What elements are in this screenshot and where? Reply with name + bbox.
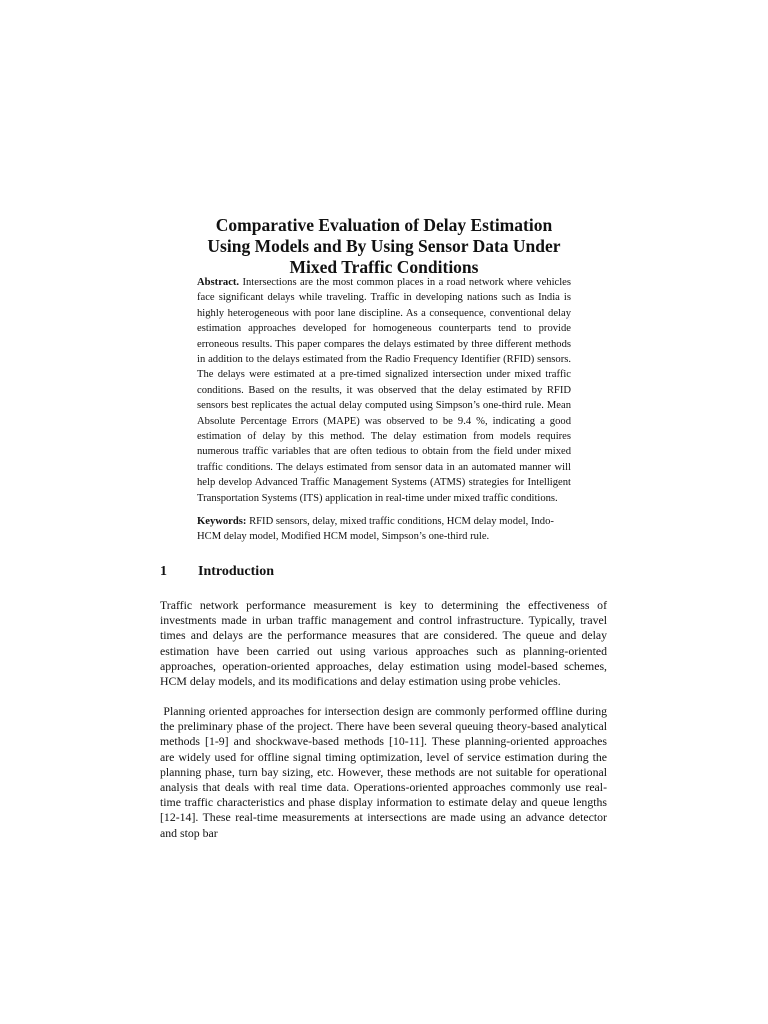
abstract (197, 275, 571, 506)
paper-title (160, 215, 608, 278)
abstract-label: Abstract. (197, 277, 240, 288)
title-line: Using Models and By Using Sensor Data Under (207, 236, 561, 256)
keywords (197, 514, 571, 545)
keywords-label: Keywords: (197, 516, 247, 527)
section-heading (160, 564, 274, 580)
abstract-text: Intersections are the most common places in a road network where vehicles face significant delays while traveling. Traffic in developing nations such as India is highly heterogeneous with poor lane discipline. As a consequence, conventional delay estimation approaches developed for homogeneous counterparts tend to provide erroneous results. This paper compares the delays estimated by three different methods in addition to the delays estimated from the Radio Frequency Identifier (RFID) sensors. The delays were estimated at a pre-timed signalized intersection under mixed traffic conditions. Based on the results, it was observed that the delay estimated by RFID sensors best replicates the actual delay computed using Simpson’s one-third rule. Mean Absolute Percentage Errors (MAPE) was observed to be 9.4 %, indicating a good estimation of delay by this method. The delay estimation from models requires numerous traffic variables that are often tedious to obtain from the field under mixed traffic conditions. The delays estimated from sensor data in an automated manner will help develop Advanced Traffic Management Systems (ATMS) strategies for Intelligent Transportation Systems (ITS) application in real-time under mixed traffic conditions. (197, 277, 571, 504)
section-title: Introduction (198, 564, 274, 579)
title-line: Comparative Evaluation of Delay Estimation (215, 215, 553, 235)
body-paragraph: Planning oriented approaches for intersection design are commonly performed offline during the preliminary phase of the project. There have been several queuing theory-based analytical methods [1-9] and shockwave-based methods [10-11]. These planning-oriented approaches are widely used for offline signal timing optimization, level of service estimation during the planning phase, turn bay sizing, etc. However, these methods are not suitable for operational analysis that deals with real time data. Operations-oriented approaches commonly use real-time traffic characteristics and phase display information to estimate delay and queue lengths [12-14]. These real-time measurements at intersections are made using an advance detector and stop bar (160, 704, 607, 840)
section-number: 1 (160, 564, 167, 579)
body-paragraph: Traffic network performance measurement is key to determining the effectiveness of investments made in urban traffic management and control infrastructure. Typically, travel times and delays are the performance measures that are considered. The queue and delay estimation have been carried out using various approaches such as planning-oriented approaches, operation-oriented approaches, delay estimation using model-based schemes, HCM delay models, and its modifications and delay estimation using probe vehicles. (160, 598, 607, 689)
title-line: Mixed Traffic Conditions (289, 257, 479, 277)
keywords-text: RFID sensors, delay, mixed traffic conditions, HCM delay model, Indo-HCM delay model, Modified HCM model, Simpson’s one-third rule. (197, 516, 554, 543)
